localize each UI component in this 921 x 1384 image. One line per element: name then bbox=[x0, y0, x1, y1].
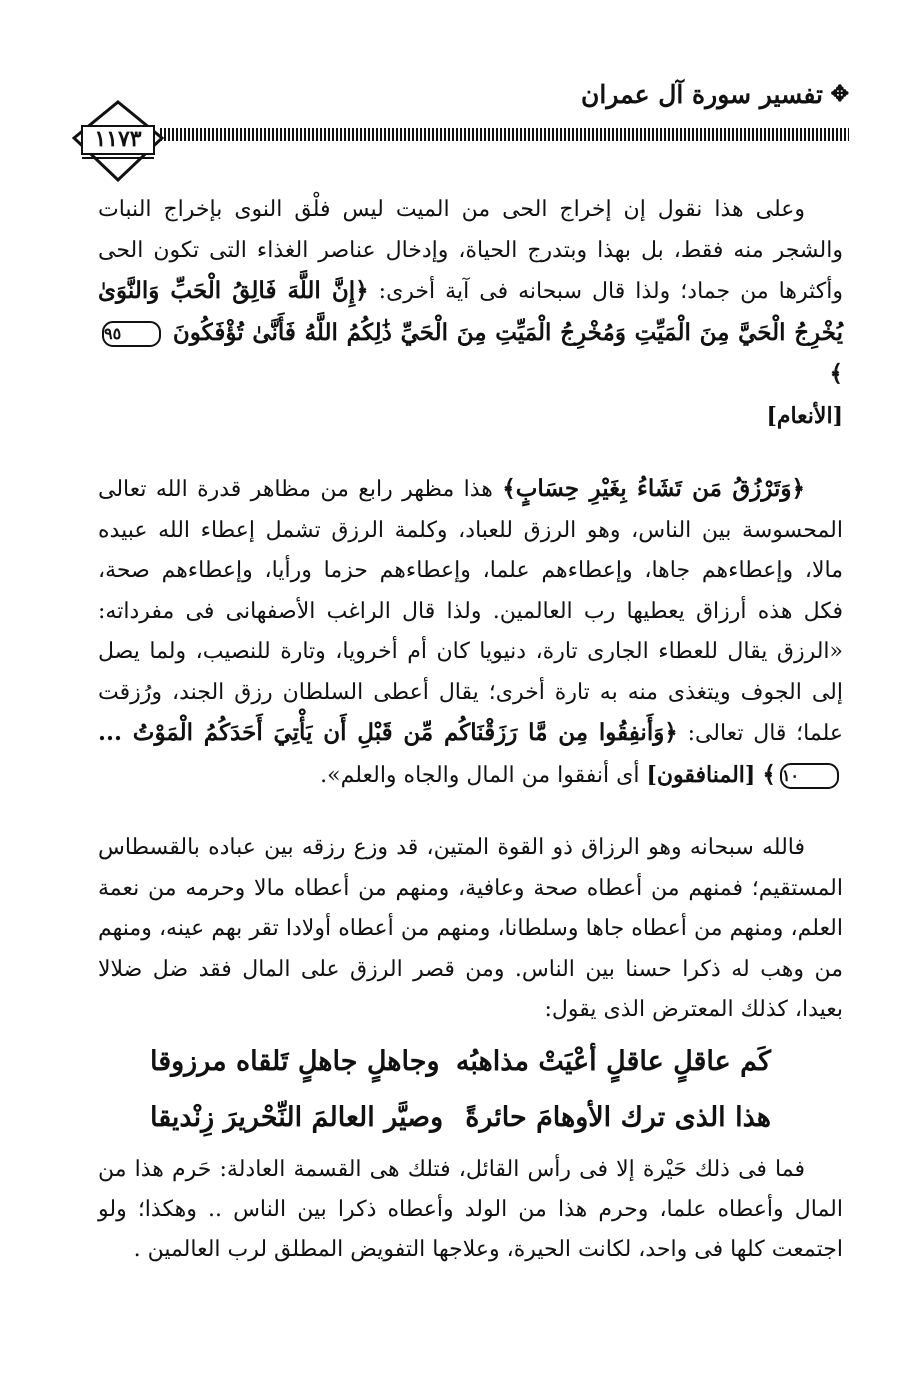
poem-1-second-hemistich: وجاهلٍ جاهلٍ تَلقاه مرزوقا bbox=[150, 1046, 440, 1077]
header-ornament-icon: ✥ bbox=[830, 81, 849, 107]
poem-1-first-hemistich: كَم عاقلٍ عاقلٍ أعْيَتْ مذاهبُه bbox=[455, 1046, 771, 1077]
paragraph-1 bbox=[98, 190, 843, 437]
poem-block bbox=[150, 1034, 771, 1146]
running-header-title: تفسير سورة آل عمران bbox=[581, 80, 823, 109]
sura-reference: [الأنعام] bbox=[766, 402, 843, 429]
ayah-number-marker-2: ١٠ bbox=[780, 763, 839, 789]
p3-text: فالله سبحانه وهو الرزاق ذو القوة المتين، قد وزع رزقه بين عباده بالقسطاس المستقيم؛ فمنهم من أعطاه صحة وعافية، ومنهم من أعطاه مالا وحرمه من نعمة العلم، ومنهم من أعطاه جاها وسلطانا، ومنهم من أعطاه أولادا تقر بهم عينه، ومنهم من وهب له ذكرا حسنا بين الناس. ومن قصر الرزق على المال فقد ضل ضلالا بعيدا، كذلك المعترض الذى يقول: bbox=[98, 835, 844, 1022]
poem-line-2 bbox=[150, 1090, 771, 1146]
quran-verse-anam: ﴿إِنَّ اللَّهَ فَالِقُ الْحَبِّ وَالنَّوَىٰ يُخْرِجُ الْحَيَّ مِنَ الْمَيِّتِ وَمُخْرِجُ الْمَيِّتِ مِنَ الْحَيِّ ذَٰلِكُمُ اللَّهُ فَأَنَّىٰ تُؤْفَكُونَ bbox=[98, 277, 843, 346]
p1-line2: والشجر منه فقط، بل بهذا وبتدرج الحياة، وإدخال عناصر الغذاء التى تكون الحى bbox=[98, 237, 843, 263]
verse-close: ﴾ bbox=[829, 360, 843, 387]
poem-line-1 bbox=[150, 1034, 771, 1090]
paragraph-4 bbox=[98, 1150, 843, 1270]
poem-2-first-hemistich: هذا الذى ترك الأوهامَ حائرةً bbox=[465, 1102, 771, 1133]
sura-reference-2: [المنافقون] bbox=[646, 761, 756, 788]
p2-text-2: أى أنفقوا من المال والجاه والعلم». bbox=[320, 762, 640, 788]
quran-verse-munafiqun: ﴿وَأَنفِقُوا مِن مَّا رَزَقْنَاكُم مِّن قَبْلِ أَن يَأْتِيَ أَحَدَكُمُ الْمَوْتُ ... bbox=[98, 719, 678, 746]
ayah-number-marker: ٩٥ bbox=[102, 321, 161, 347]
header-rule bbox=[160, 128, 849, 141]
paragraph-2 bbox=[98, 469, 843, 796]
main-text bbox=[98, 190, 843, 1031]
p1-line3: وأكثرها من جماد؛ ولذا قال سبحانه فى آية أخرى: bbox=[378, 279, 843, 304]
p1-line1: وعلى هذا نقول إن إخراج الحى من الميت ليس فلْق النوى بإخراج النبات bbox=[98, 197, 805, 222]
p4-text: فما فى ذلك حَيْرة إلا فى رأس القائل، فتلك هى القسمة العادلة: حَرم هذا من المال وأعطاه علما، وحرم هذا من الولد وأعطاه ذكرا بين الناس .. وهكذا؛ ولو اجتمعت كلها فى واحد، لكانت الحيرة، وعلاجها التفويض المطلق لرب العالمين . bbox=[98, 1157, 843, 1262]
page-number: ١١٧٣ bbox=[94, 126, 142, 152]
quran-verse-rizq: ﴿وَتَرْزُقُ مَن تَشَاءُ بِغَيْرِ حِسَابٍ﴾ bbox=[502, 475, 805, 502]
p2-text-1: هذا مظهر رابع من مظاهر قدرة الله تعالى المحسوسة بين الناس، وهو الرزق للعباد، وكلمة الرزق تشمل إعطاء الله عبيده مالا، وإعطاءهم جاها، وإعطاءهم علما، وإعطاءهم حزما ورأيا، وإعطاءهم صحة، فكل هذه أرزاق يعطيها رب العالمين. ولذا قال الراغب الأصفهانى فى مفرداته: «الرزق يقال للعطاء الجارى تارة، دنيويا كان أم أخرويا، وتارة للنصيب، ولما يصل إلى الجوف ويتغذى منه به تارة أخرى؛ يقال أعطى السلطان رزق الجند، ورُزقت علما؛ قال تعالى: bbox=[98, 477, 843, 746]
page-number-badge bbox=[72, 100, 164, 182]
verse2-close: ﴾ bbox=[762, 760, 776, 788]
poem-2-second-hemistich: وصيَّر العالمَ النِّحْريرَ زِنْديقا bbox=[150, 1102, 444, 1133]
paragraph-3 bbox=[98, 828, 843, 1031]
